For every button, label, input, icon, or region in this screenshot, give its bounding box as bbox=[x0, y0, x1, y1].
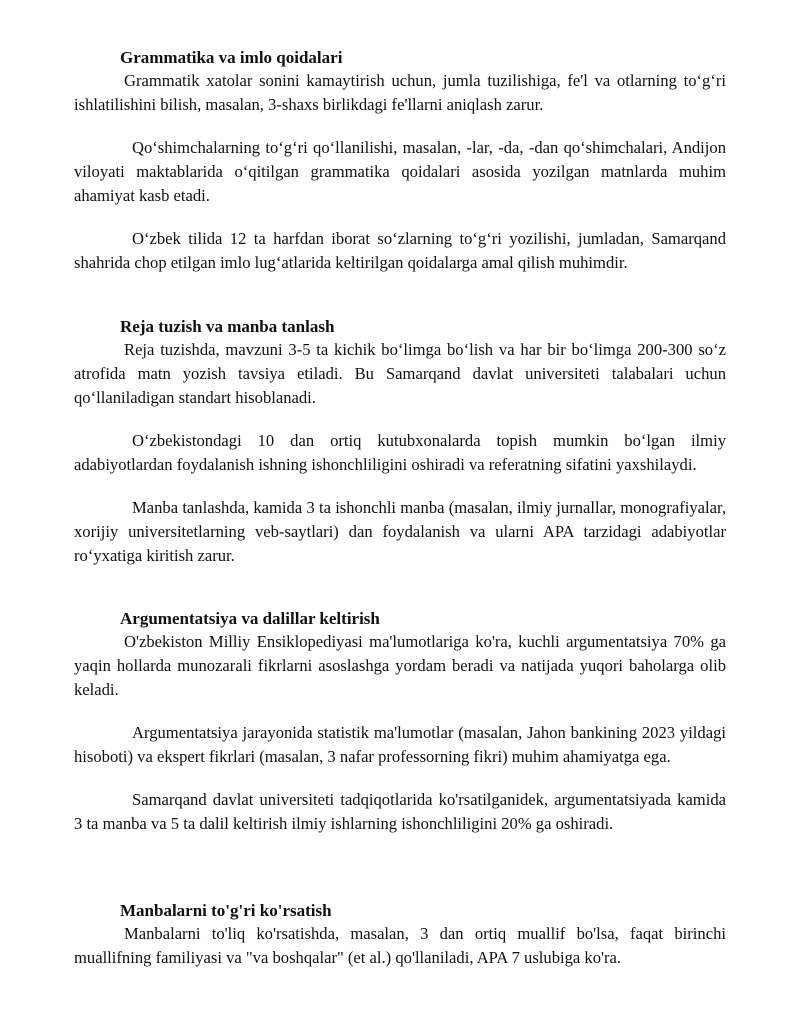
paragraph: O‘zbek tilida 12 ta harfdan iborat so‘zlarning to‘g‘ri yozilishi, jumladan, Samarqand shahrida chop etilgan imlo lug‘atlarida keltirilgan qoidalarga amal qilish muhimdir. bbox=[74, 229, 726, 272]
paragraph: Qo‘shimchalarning to‘g‘ri qo‘llanilishi, masalan, -lar, -da, -dan qo‘shimchalari, Andijon viloyati maktablarida o‘qitilgan grammatika qoidalari asosida yozilgan matnlarda muhim ahamiyat kasb etadi. bbox=[74, 138, 726, 205]
section-heading: Manbalarni to'g'ri ko'rsatish bbox=[120, 901, 332, 920]
section-heading: Argumentatsiya va dalillar keltirish bbox=[120, 609, 380, 628]
paragraph: O‘zbekistondagi 10 dan ortiq kutubxonalarda topish mumkin bo‘lgan ilmiy adabiyotlardan foydalanish ishning ishonchliligini oshiradi va referatning sifatini yaxshilaydi. bbox=[74, 431, 726, 474]
paragraph: Reja tuzishda, mavzuni 3-5 ta kichik bo‘limga bo‘lish va har bir bo‘limga 200-300 so‘z atrofida matn yozish tavsiya etiladi. Bu Samarqand davlat universiteti talabalari uchun qo‘llaniladigan standart hisoblanadi. bbox=[74, 340, 726, 407]
section-grammatika bbox=[74, 47, 726, 275]
paragraph: Manba tanlashda, kamida 3 ta ishonchli manba (masalan, ilmiy jurnallar, monografiyalar, xorijiy universitetlarning veb-saytlari) dan foydalanish va ularni APA tarzidagi adabiyotlar ro‘yxatiga kiritish zarur. bbox=[74, 498, 726, 565]
paragraph: Argumentatsiya jarayonida statistik ma'lumotlar (masalan, Jahon bankining 2023 yildagi hisoboti) va ekspert fikrlari (masalan, 3 nafar professorning fikri) muhim ahamiyatga ega. bbox=[74, 723, 726, 766]
paragraph: O'zbekiston Milliy Ensiklopediyasi ma'lumotlariga ko'ra, kuchli argumentatsiya 70% ga yaqin hollarda munozarali fikrlarni asoslashga yordam beradi va natijada yuqori baholarga olib keladi. bbox=[74, 632, 726, 699]
section-argumentatsiya bbox=[74, 608, 726, 836]
paragraph: Manbalarni to'liq ko'rsatishda, masalan, 3 dan ortiq muallif bo'lsa, faqat birinchi muallifning familiyasi va "va boshqalar" (et al.) qo'llaniladi, APA 7 uslubiga ko'ra. bbox=[74, 924, 726, 967]
section-heading: Reja tuzish va manba tanlash bbox=[120, 317, 335, 336]
section-heading: Grammatika va imlo qoidalari bbox=[120, 48, 343, 67]
paragraph: Grammatik xatolar sonini kamaytirish uchun, jumla tuzilishiga, fe'l va otlarning to‘g‘ri ishlatilishini bilish, masalan, 3-shaxs birlikdagi fe'llarni aniqlash zarur. bbox=[74, 71, 726, 114]
paragraph: Samarqand davlat universiteti tadqiqotlarida ko'rsatilganidek, argumentatsiyada kamida 3 ta manba va 5 ta dalil keltirish ilmiy ishlarning ishonchliligini 20% ga oshiradi. bbox=[74, 790, 726, 833]
section-manbalar bbox=[74, 900, 726, 970]
section-reja bbox=[74, 316, 726, 568]
